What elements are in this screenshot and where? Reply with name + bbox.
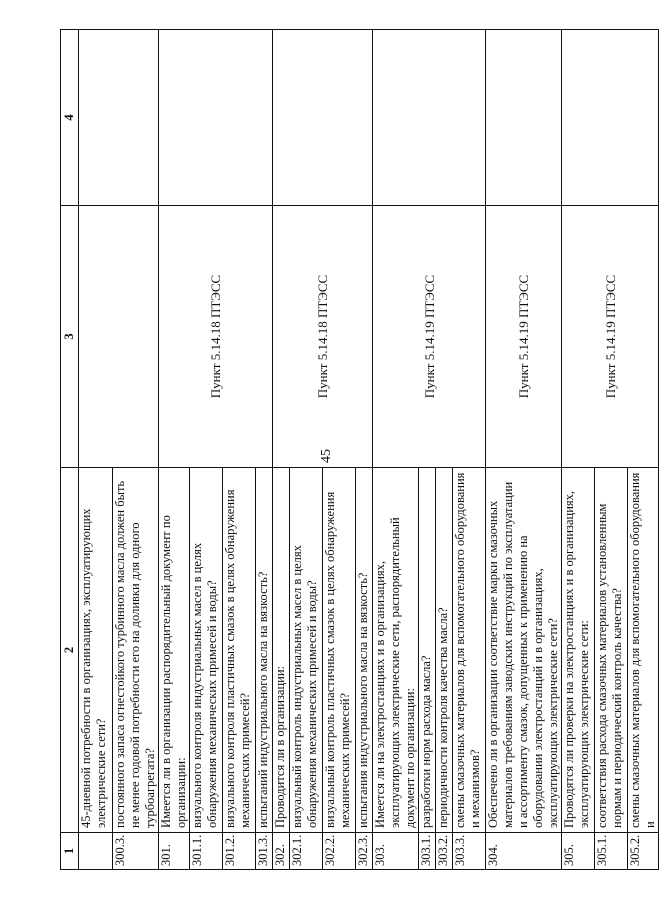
row-number bbox=[79, 833, 113, 870]
row-text: визуальный контроль индустриальных масел в целях обнаружения механических примесей и воды? bbox=[290, 468, 323, 833]
reference-cell: Пункт 5.14.19 ПТЭСС bbox=[373, 206, 486, 468]
row-text: 45-дневной потребности в организациях, эксплуатирующих электрические сети? bbox=[79, 468, 113, 833]
header-col-3: 3 bbox=[61, 206, 79, 468]
row-number: 302.2. bbox=[323, 833, 356, 870]
row-text: Проводятся ли проверки на электростанциях и в организациях, эксплуатирующих электрические сети: bbox=[562, 468, 595, 833]
notes-cell bbox=[562, 30, 659, 206]
header-col-1: 1 bbox=[61, 833, 79, 870]
row-text: испытаний индустриального масла на вязкость? bbox=[256, 468, 273, 833]
reference-cell: Пункт 5.14.19 ПТЭСС bbox=[562, 206, 659, 468]
row-text: визуального контроля пластичных смазок в целях обнаружения механических примесей? bbox=[223, 468, 256, 833]
notes-cell bbox=[79, 30, 159, 206]
row-number: 304. bbox=[486, 833, 562, 870]
row-text: разработки норм расхода масла? bbox=[419, 468, 436, 833]
notes-cell bbox=[273, 30, 373, 206]
row-text: Имеется ли в организации распорядительный документ по организации: bbox=[159, 468, 190, 833]
table-row bbox=[373, 30, 419, 870]
row-number: 303.2. bbox=[436, 833, 453, 870]
row-text: периодичности контроля качества масла? bbox=[436, 468, 453, 833]
row-text: Проводится ли в организации: bbox=[273, 468, 290, 833]
row-text: соответствия расхода смазочных материалов установленным нормам и периодический контроль качества? bbox=[595, 468, 628, 833]
row-text: визуального контроля индустриальных масел в целях обнаружения механических примесей и воды? bbox=[190, 468, 223, 833]
table-row bbox=[562, 30, 595, 870]
row-text: Обеспечено ли в организации соответствие марки смазочных материалов требованиям заводских инструкций по эксплуатации и ассортименту смазок, допущенных к применению на оборудовании электростанций и в организациях, эксплуатирующих электрические сети? bbox=[486, 468, 562, 833]
row-number: 305.2. bbox=[628, 833, 659, 870]
row-number: 302.3. bbox=[356, 833, 373, 870]
row-number: 305.1. bbox=[595, 833, 628, 870]
row-text: визуальный контроль пластичных смазок в целях обнаружения механических примесей? bbox=[323, 468, 356, 833]
row-number: 301.3. bbox=[256, 833, 273, 870]
rotated-table-wrapper bbox=[60, 30, 657, 870]
row-number: 301. bbox=[159, 833, 190, 870]
row-number: 302. bbox=[273, 833, 290, 870]
row-number: 300.3. bbox=[113, 833, 159, 870]
reference-cell bbox=[79, 206, 159, 468]
row-number: 301.2. bbox=[223, 833, 256, 870]
row-number: 303.3. bbox=[453, 833, 486, 870]
row-number: 301.1. bbox=[190, 833, 223, 870]
reference-cell: Пункт 5.14.19 ПТЭСС bbox=[486, 206, 562, 468]
row-text: смены смазочных материалов для вспомогательного оборудования и bbox=[628, 468, 659, 833]
reference-cell: Пункт 5.14.18 ПТЭСС bbox=[273, 206, 373, 468]
row-number: 302.1. bbox=[290, 833, 323, 870]
table-row bbox=[273, 30, 290, 870]
row-number: 303.1. bbox=[419, 833, 436, 870]
table-row bbox=[486, 30, 562, 870]
reference-cell: Пункт 5.14.18 ПТЭСС bbox=[159, 206, 273, 468]
row-text: смены смазочных материалов для вспомогательного оборудования и механизмов? bbox=[453, 468, 486, 833]
table-header-row bbox=[61, 30, 79, 870]
row-number: 305. bbox=[562, 833, 595, 870]
row-text: постоянного запаса огнестойкого турбинного масла должен быть не менее годовой потребности его на доливки для одного турбоагрегата? bbox=[113, 468, 159, 833]
row-text: испытания индустриального масла на вязкость? bbox=[356, 468, 373, 833]
row-text: Имеется ли на электростанциях и в организациях, эксплуатирующих электрические сети, распорядительный документ по организации: bbox=[373, 468, 419, 833]
row-number: 303. bbox=[373, 833, 419, 870]
header-col-4: 4 bbox=[61, 30, 79, 206]
header-col-2: 2 bbox=[61, 468, 79, 833]
page-number: 45 bbox=[319, 449, 334, 463]
notes-cell bbox=[159, 30, 273, 206]
table-row bbox=[159, 30, 190, 870]
requirements-table bbox=[60, 29, 659, 870]
table-row bbox=[79, 30, 113, 870]
notes-cell bbox=[486, 30, 562, 206]
notes-cell bbox=[373, 30, 486, 206]
